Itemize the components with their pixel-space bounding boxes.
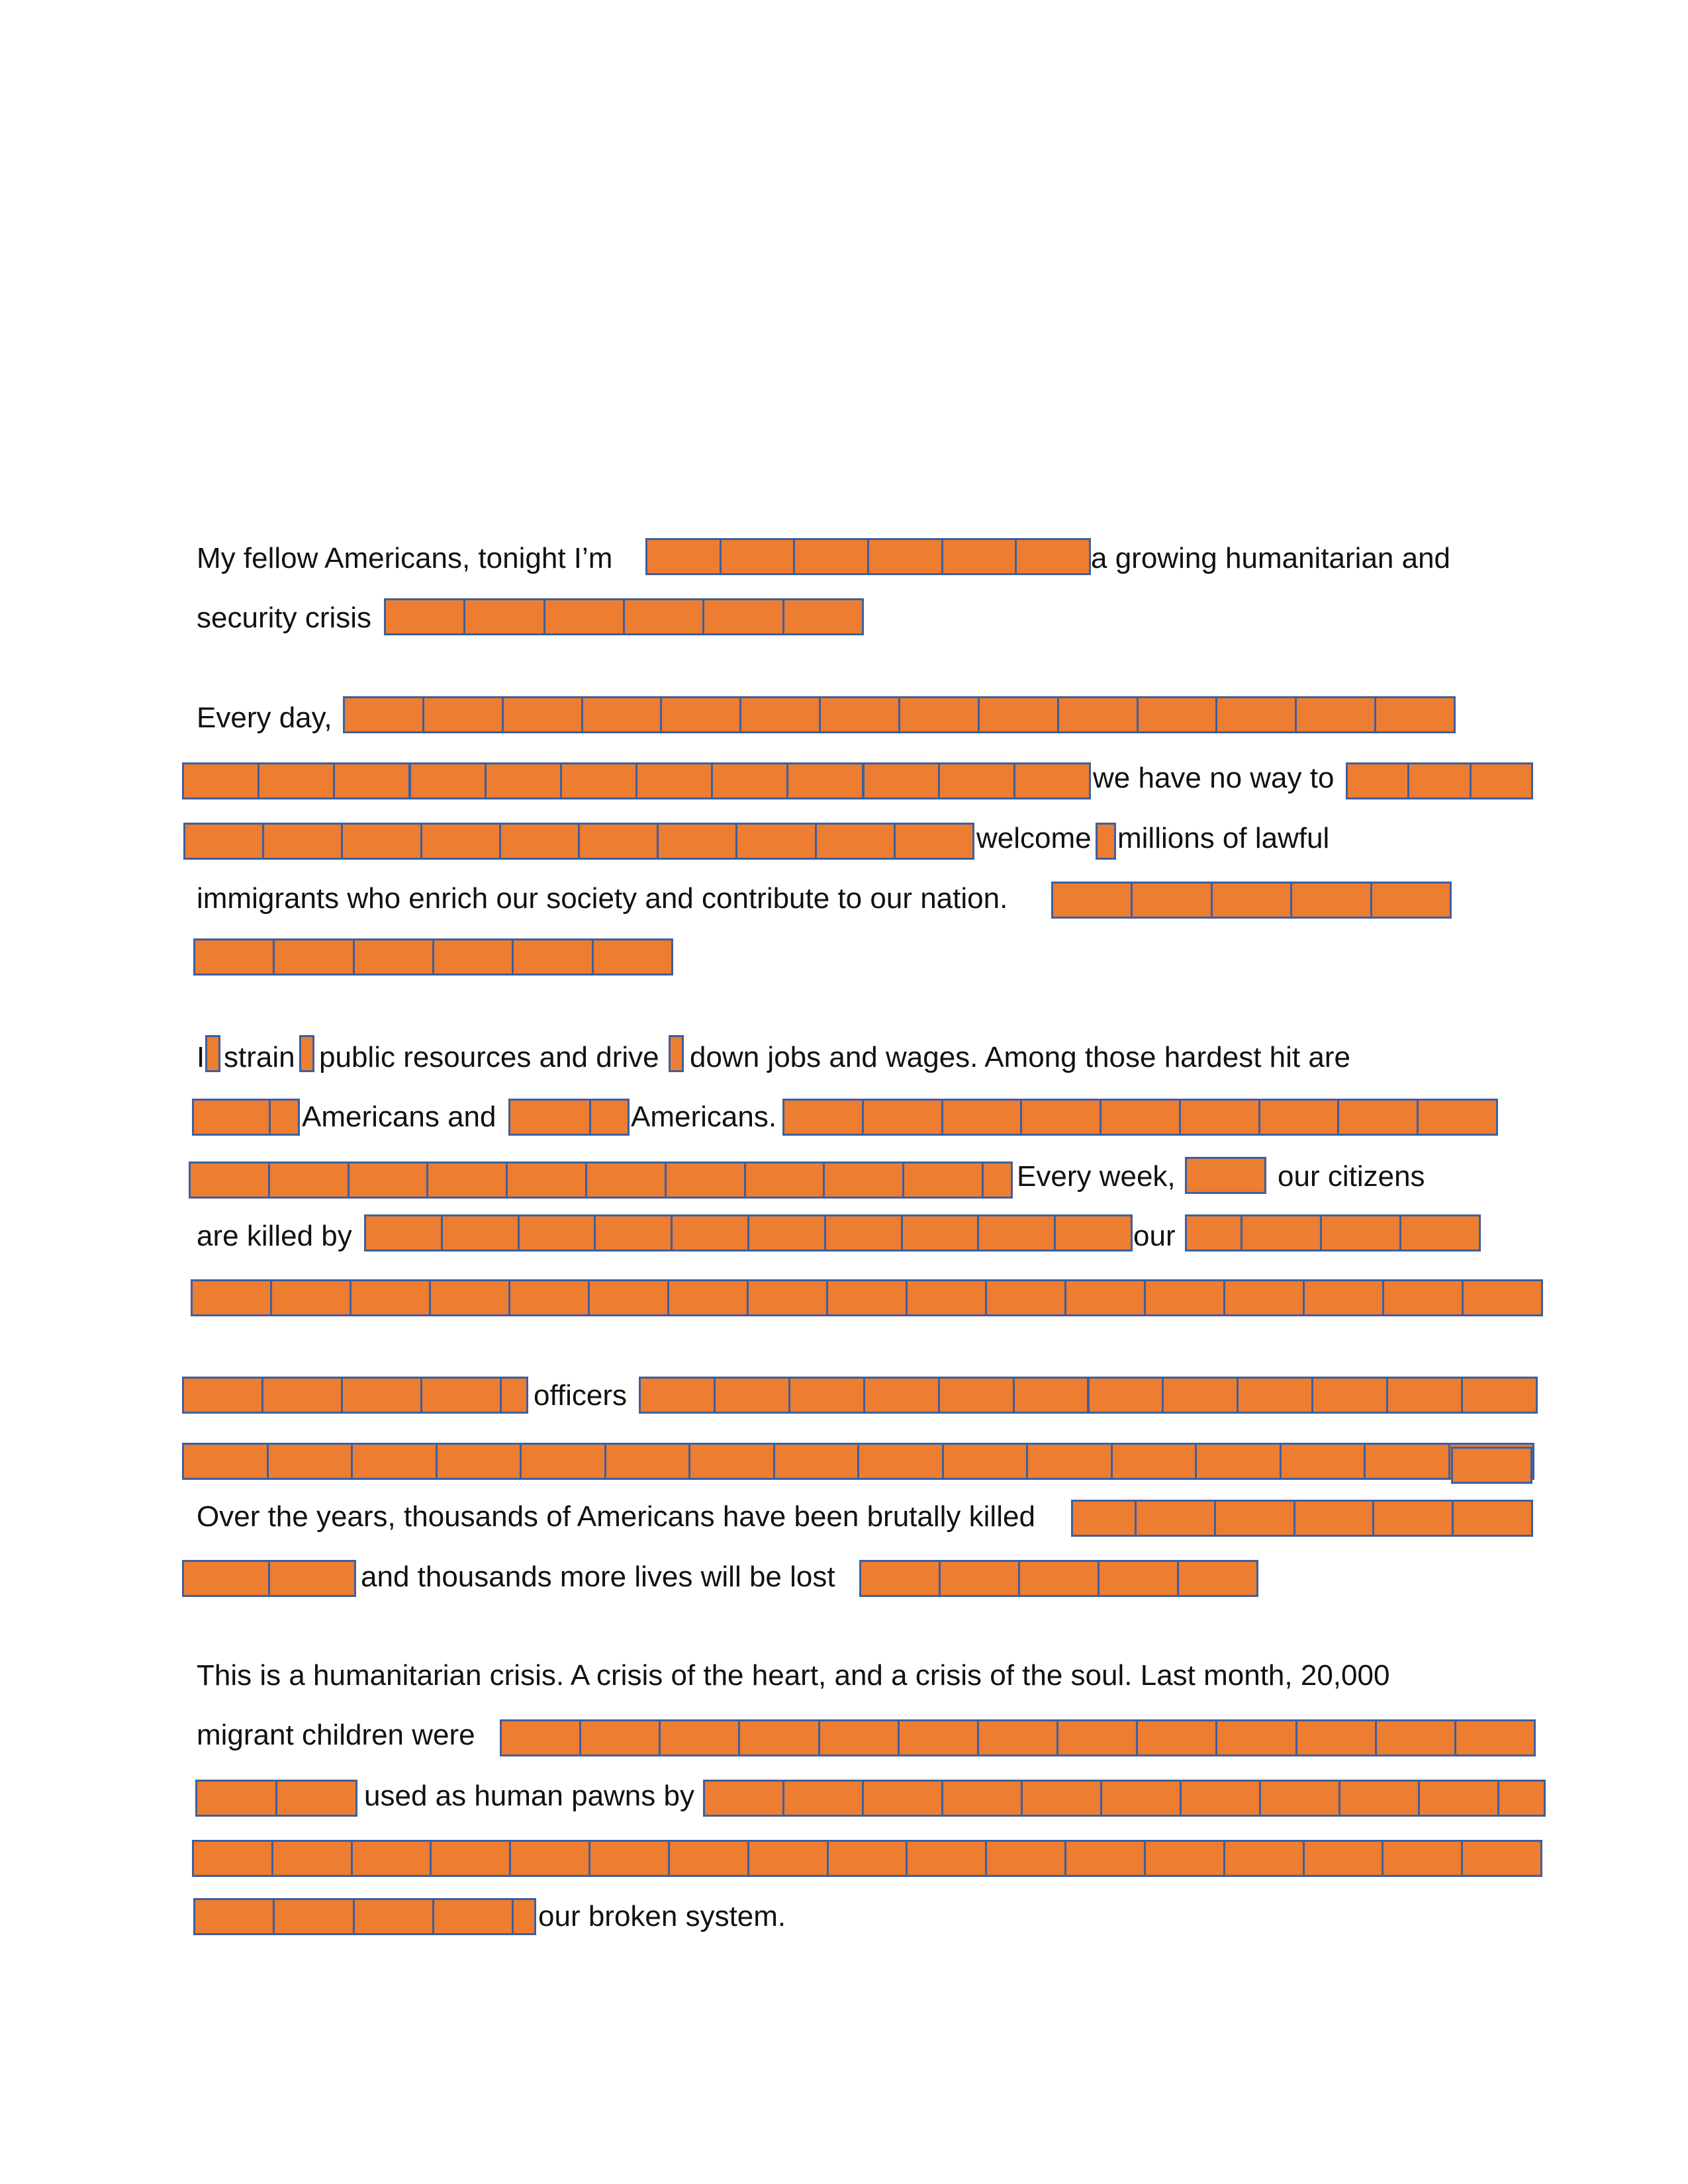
text-line: our bbox=[1133, 1220, 1176, 1252]
redaction-block bbox=[1098, 1560, 1179, 1597]
redaction-block bbox=[512, 938, 593, 976]
redaction-block bbox=[665, 1161, 746, 1199]
redaction-block bbox=[1346, 762, 1409, 799]
redaction-block bbox=[859, 1560, 941, 1597]
redaction-block bbox=[588, 1840, 670, 1877]
redaction-block bbox=[982, 1161, 1013, 1199]
redaction-block bbox=[1064, 1279, 1146, 1316]
redaction-block bbox=[985, 1279, 1066, 1316]
redaction-block bbox=[657, 823, 737, 860]
redaction-block bbox=[1211, 882, 1292, 919]
redaction-block bbox=[941, 538, 1017, 575]
redaction-block bbox=[906, 1279, 987, 1316]
redaction-block bbox=[1337, 1099, 1419, 1136]
redaction-block bbox=[1386, 1377, 1463, 1414]
redaction-block bbox=[333, 762, 410, 799]
redaction-block bbox=[1144, 1840, 1225, 1877]
redaction-block bbox=[1131, 882, 1212, 919]
redaction-block bbox=[773, 1443, 860, 1480]
redaction-block bbox=[977, 1214, 1056, 1251]
redaction-block bbox=[191, 1279, 272, 1316]
redaction-block bbox=[508, 1099, 591, 1136]
redaction-block bbox=[1241, 1214, 1322, 1251]
redaction-block bbox=[1417, 1099, 1498, 1136]
redaction-block bbox=[1026, 1443, 1113, 1480]
redaction-block bbox=[520, 1443, 606, 1480]
text-line: welcome bbox=[976, 822, 1092, 854]
redaction-block bbox=[351, 1840, 432, 1877]
redaction-block bbox=[1185, 1214, 1243, 1251]
redaction-block bbox=[589, 1099, 630, 1136]
redaction-block bbox=[1451, 1447, 1532, 1484]
redaction-block bbox=[827, 1840, 908, 1877]
redaction-block bbox=[1407, 762, 1471, 799]
redaction-block bbox=[1293, 1500, 1375, 1537]
redaction-block bbox=[1399, 1214, 1481, 1251]
redaction-block bbox=[348, 1161, 429, 1199]
text-line: I bbox=[197, 1041, 205, 1073]
redaction-block bbox=[581, 696, 663, 733]
redaction-block bbox=[1374, 696, 1456, 733]
redaction-block bbox=[942, 1443, 1029, 1480]
text-line: down jobs and wages. Among those hardest hit are bbox=[690, 1041, 1350, 1073]
redaction-block bbox=[639, 1377, 716, 1414]
redaction-block bbox=[941, 1099, 1023, 1136]
redaction-block bbox=[1223, 1840, 1305, 1877]
redaction-block bbox=[1295, 1719, 1377, 1756]
redaction-block bbox=[1215, 1719, 1297, 1756]
redaction-block bbox=[192, 1840, 273, 1877]
redaction-block bbox=[543, 598, 625, 635]
redaction-block bbox=[588, 1279, 669, 1316]
redaction-block bbox=[688, 1443, 775, 1480]
redaction-block bbox=[1015, 538, 1091, 575]
redaction-block bbox=[815, 823, 896, 860]
redaction-block bbox=[623, 598, 704, 635]
text-line: a growing humanitarian and bbox=[1091, 542, 1451, 574]
redaction-block bbox=[353, 938, 434, 976]
redaction-block bbox=[1320, 1214, 1401, 1251]
text-line: migrant children were bbox=[197, 1719, 475, 1751]
text-line: used as human pawns by bbox=[364, 1780, 694, 1812]
text-line: Every week, bbox=[1017, 1160, 1176, 1193]
redaction-block bbox=[1021, 1780, 1102, 1817]
redaction-block bbox=[702, 598, 784, 635]
redaction-block bbox=[1303, 1279, 1384, 1316]
redaction-block bbox=[645, 538, 722, 575]
redaction-block bbox=[502, 696, 583, 733]
redaction-block bbox=[189, 1161, 270, 1199]
redaction-block bbox=[1054, 1214, 1133, 1251]
redaction-block bbox=[1177, 1560, 1258, 1597]
redaction-block bbox=[384, 598, 465, 635]
redaction-block bbox=[1215, 696, 1297, 733]
redaction-block bbox=[1370, 882, 1452, 919]
redaction-block bbox=[1088, 1377, 1164, 1414]
redaction-block bbox=[819, 696, 900, 733]
redaction-block bbox=[1051, 882, 1133, 919]
redaction-block bbox=[857, 1443, 944, 1480]
redaction-block bbox=[193, 938, 275, 976]
redaction-block bbox=[420, 823, 501, 860]
redaction-block bbox=[436, 1443, 522, 1480]
redaction-block bbox=[1338, 1780, 1420, 1817]
redaction-block bbox=[1057, 696, 1139, 733]
redaction-block bbox=[720, 538, 796, 575]
redaction-block bbox=[270, 1279, 352, 1316]
redaction-block bbox=[432, 1898, 514, 1935]
redaction-block bbox=[258, 762, 335, 799]
redaction-block bbox=[506, 1161, 587, 1199]
redaction-block bbox=[939, 1560, 1020, 1597]
redaction-block bbox=[1418, 1780, 1499, 1817]
redaction-block bbox=[192, 1099, 271, 1136]
redaction-block bbox=[1290, 882, 1372, 919]
redaction-block bbox=[1280, 1443, 1366, 1480]
redaction-block bbox=[271, 1840, 353, 1877]
redaction-block bbox=[863, 1377, 940, 1414]
redaction-block bbox=[901, 1214, 980, 1251]
redaction-block bbox=[1195, 1443, 1282, 1480]
redaction-block bbox=[1013, 1377, 1090, 1414]
redaction-block bbox=[1311, 1377, 1388, 1414]
redaction-block bbox=[343, 696, 424, 733]
redaction-block bbox=[938, 762, 1015, 799]
text-line: our citizens bbox=[1278, 1160, 1425, 1193]
redaction-block bbox=[1258, 1099, 1340, 1136]
redaction-block bbox=[660, 696, 741, 733]
redaction-block bbox=[560, 762, 637, 799]
redaction-block bbox=[824, 1214, 903, 1251]
redaction-block bbox=[671, 1214, 749, 1251]
redaction-block bbox=[747, 1840, 829, 1877]
redaction-block bbox=[500, 1377, 528, 1414]
redaction-block bbox=[268, 1161, 350, 1199]
redaction-block bbox=[863, 762, 940, 799]
redaction-block bbox=[1237, 1377, 1313, 1414]
redaction-block bbox=[592, 938, 673, 976]
redaction-block bbox=[1100, 1780, 1182, 1817]
redaction-block bbox=[426, 1161, 508, 1199]
text-line: we have no way to bbox=[1093, 762, 1335, 794]
redaction-block bbox=[261, 1377, 343, 1414]
redaction-block bbox=[422, 696, 504, 733]
redaction-block bbox=[826, 1279, 908, 1316]
redaction-block bbox=[823, 1161, 904, 1199]
text-line: officers bbox=[534, 1379, 628, 1412]
redaction-block bbox=[978, 696, 1059, 733]
text-line: Americans. bbox=[631, 1101, 777, 1133]
redaction-block bbox=[579, 1719, 661, 1756]
redaction-block bbox=[862, 1099, 943, 1136]
redaction-block bbox=[703, 1780, 784, 1817]
text-line: and thousands more lives will be lost bbox=[361, 1561, 835, 1593]
redaction-block bbox=[1497, 1780, 1546, 1817]
redaction-block bbox=[744, 1161, 825, 1199]
redaction-block bbox=[341, 823, 422, 860]
redaction-block bbox=[862, 1780, 943, 1817]
redaction-block bbox=[635, 762, 713, 799]
redaction-block bbox=[738, 1719, 820, 1756]
redaction-block bbox=[364, 1214, 443, 1251]
redaction-block bbox=[1303, 1840, 1384, 1877]
redaction-block bbox=[1179, 1099, 1260, 1136]
redaction-block bbox=[1223, 1279, 1305, 1316]
redaction-block bbox=[977, 1719, 1058, 1756]
text-line: are killed by bbox=[197, 1220, 352, 1252]
redaction-block bbox=[1185, 1157, 1266, 1194]
redaction-block bbox=[351, 1443, 438, 1480]
redaction-block bbox=[420, 1377, 502, 1414]
redaction-block bbox=[906, 1840, 987, 1877]
redaction-block bbox=[430, 1840, 511, 1877]
redaction-block bbox=[1137, 696, 1218, 733]
redaction-block bbox=[182, 1443, 269, 1480]
redaction-block bbox=[594, 1214, 673, 1251]
redaction-block bbox=[668, 1840, 749, 1877]
redaction-block bbox=[782, 598, 864, 635]
redaction-block bbox=[1136, 1719, 1217, 1756]
redaction-block bbox=[267, 1443, 353, 1480]
redaction-block bbox=[1111, 1443, 1197, 1480]
redaction-block bbox=[1259, 1780, 1340, 1817]
redaction-block bbox=[1382, 1279, 1464, 1316]
text-line: strain bbox=[224, 1041, 295, 1073]
redaction-block bbox=[898, 1719, 979, 1756]
redaction-block bbox=[1382, 1840, 1463, 1877]
redaction-block bbox=[782, 1099, 864, 1136]
redaction-block bbox=[867, 538, 943, 575]
text-line: public resources and drive bbox=[319, 1041, 659, 1073]
redaction-block bbox=[1135, 1500, 1216, 1537]
redaction-block bbox=[938, 1377, 1015, 1414]
redaction-block bbox=[485, 762, 562, 799]
redaction-block bbox=[1372, 1500, 1454, 1537]
redaction-block bbox=[667, 1279, 749, 1316]
text-line: Over the years, thousands of Americans have been brutally killed bbox=[197, 1500, 1035, 1533]
redaction-block bbox=[941, 1780, 1023, 1817]
redaction-block bbox=[195, 1780, 277, 1817]
redaction-block bbox=[262, 823, 343, 860]
redaction-block bbox=[1071, 1500, 1137, 1537]
redaction-block bbox=[275, 1780, 357, 1817]
redaction-block bbox=[518, 1214, 596, 1251]
redaction-block bbox=[739, 696, 821, 733]
redaction-block bbox=[441, 1214, 520, 1251]
redaction-block bbox=[902, 1161, 984, 1199]
redaction-block bbox=[604, 1443, 691, 1480]
redaction-block bbox=[1096, 823, 1116, 860]
redaction-block bbox=[183, 823, 264, 860]
redaction-block bbox=[782, 1780, 864, 1817]
redaction-block bbox=[1144, 1279, 1225, 1316]
redaction-block bbox=[341, 1377, 422, 1414]
text-line: millions of lawful bbox=[1117, 822, 1330, 854]
text-line: Every day, bbox=[197, 702, 332, 734]
redaction-block bbox=[669, 1035, 684, 1072]
redaction-block bbox=[1461, 1840, 1542, 1877]
redaction-block bbox=[735, 823, 816, 860]
text-line: Americans and bbox=[302, 1101, 496, 1133]
redaction-block bbox=[463, 598, 545, 635]
redaction-block bbox=[894, 823, 974, 860]
redaction-block bbox=[269, 1099, 300, 1136]
redaction-block bbox=[429, 1279, 510, 1316]
redaction-block bbox=[747, 1279, 828, 1316]
redaction-block bbox=[1100, 1099, 1181, 1136]
text-line: My fellow Americans, tonight I’m bbox=[197, 542, 613, 574]
redaction-block bbox=[182, 1560, 270, 1597]
redaction-block bbox=[409, 762, 487, 799]
redaction-block bbox=[793, 538, 869, 575]
text-line: our broken system. bbox=[538, 1900, 786, 1933]
redaction-block bbox=[1452, 1500, 1533, 1537]
redaction-block bbox=[578, 823, 659, 860]
redaction-block bbox=[182, 762, 259, 799]
redaction-block bbox=[193, 1898, 275, 1935]
redaction-block bbox=[898, 696, 980, 733]
redaction-block bbox=[500, 1719, 581, 1756]
redaction-block bbox=[512, 1898, 536, 1935]
redaction-block bbox=[1454, 1719, 1536, 1756]
redaction-block bbox=[788, 1377, 865, 1414]
redaction-block bbox=[432, 938, 514, 976]
redaction-block bbox=[1013, 762, 1091, 799]
text-line: This is a humanitarian crisis. A crisis of the heart, and a crisis of the soul. Last month, 20,000 bbox=[197, 1659, 1390, 1692]
redaction-block bbox=[205, 1035, 220, 1072]
redaction-block bbox=[1056, 1719, 1138, 1756]
redaction-block bbox=[1375, 1719, 1456, 1756]
redaction-block bbox=[268, 1560, 356, 1597]
redaction-block bbox=[818, 1719, 900, 1756]
redaction-block bbox=[508, 1279, 590, 1316]
redaction-block bbox=[499, 823, 580, 860]
redaction-block bbox=[1180, 1780, 1261, 1817]
redaction-block bbox=[1461, 1377, 1538, 1414]
redaction-block bbox=[353, 1898, 434, 1935]
redaction-block bbox=[1018, 1560, 1100, 1597]
redaction-block bbox=[1295, 696, 1376, 733]
redaction-block bbox=[1214, 1500, 1295, 1537]
redaction-block bbox=[585, 1161, 667, 1199]
redaction-block bbox=[786, 762, 864, 799]
redaction-block bbox=[350, 1279, 431, 1316]
redaction-block bbox=[714, 1377, 790, 1414]
redaction-block bbox=[273, 938, 354, 976]
redaction-block bbox=[299, 1035, 314, 1072]
redaction-block bbox=[509, 1840, 590, 1877]
redaction-block bbox=[1162, 1377, 1239, 1414]
redaction-block bbox=[1462, 1279, 1543, 1316]
redaction-block bbox=[985, 1840, 1066, 1877]
redaction-block bbox=[659, 1719, 740, 1756]
redaction-block bbox=[273, 1898, 354, 1935]
redaction-block bbox=[747, 1214, 826, 1251]
redaction-block bbox=[1020, 1099, 1102, 1136]
redaction-block bbox=[1364, 1443, 1450, 1480]
redaction-block bbox=[182, 1377, 263, 1414]
text-line: security crisis bbox=[197, 602, 372, 634]
text-line: immigrants who enrich our society and contribute to our nation. bbox=[197, 882, 1008, 915]
redaction-block bbox=[1470, 762, 1533, 799]
redaction-block bbox=[1064, 1840, 1146, 1877]
redaction-block bbox=[711, 762, 788, 799]
